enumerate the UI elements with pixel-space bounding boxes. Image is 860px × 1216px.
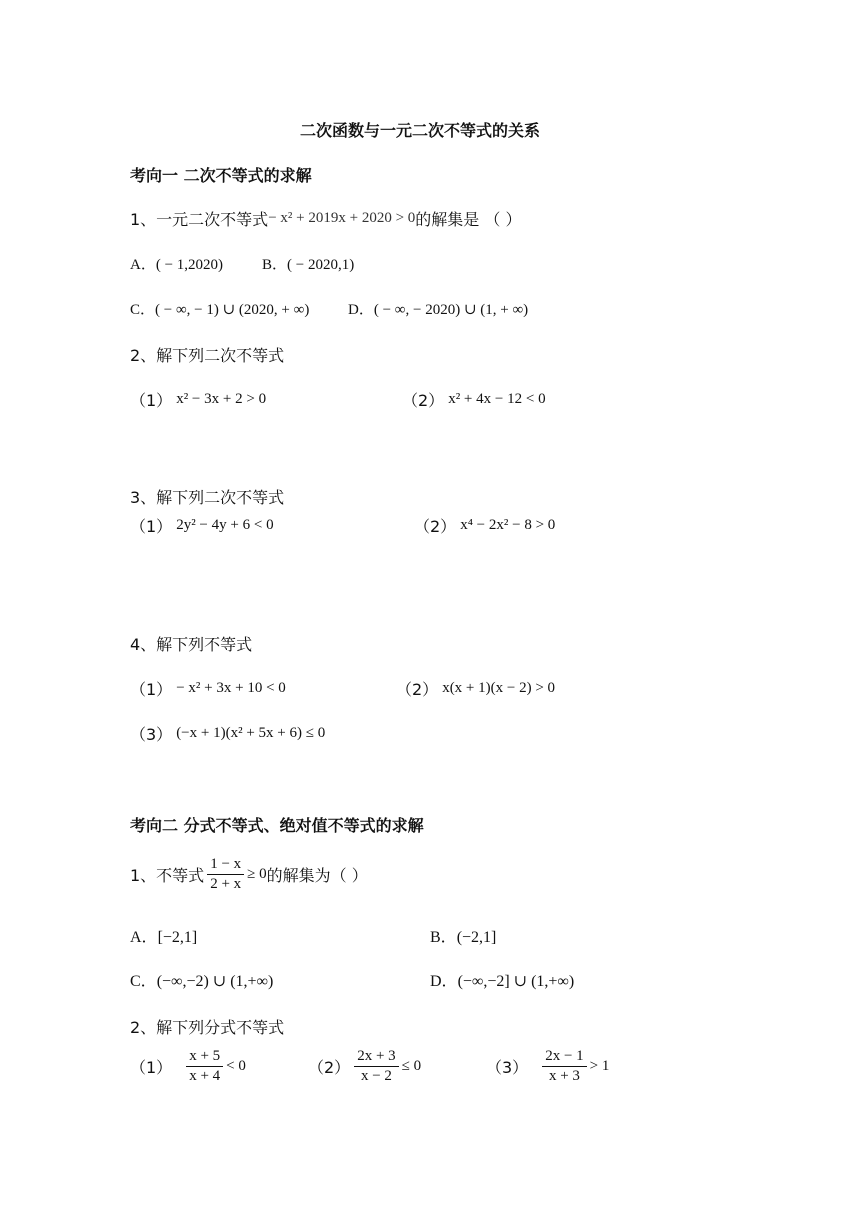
option-value: ( − ∞, − 2020) ∪ (1, + ∞) <box>373 302 529 318</box>
option-value: ( − 2020,1) <box>287 257 355 273</box>
question-1-4-item-2 <box>396 677 555 700</box>
option-a <box>130 924 197 947</box>
fraction-numerator: 2x + 3 <box>354 1048 398 1067</box>
fraction-tail: > 1 <box>589 1058 610 1074</box>
option-d <box>430 968 574 991</box>
option-label: B． <box>262 257 288 273</box>
question-1-2-item-1 <box>130 388 266 411</box>
question-stem-suffix: 的解集为（ ） <box>266 866 368 885</box>
option-label: D． <box>348 302 374 318</box>
item-label: （2） <box>414 517 457 536</box>
option-value: [−2,1] <box>157 929 198 946</box>
fraction-numerator: 1 − x <box>207 856 244 875</box>
fraction-denominator: 2 + x <box>210 876 242 892</box>
item-label: （1） <box>130 391 173 410</box>
item-expression: x⁴ − 2x² − 8 > 0 <box>460 517 556 533</box>
option-b <box>430 924 496 947</box>
option-c <box>130 298 309 319</box>
fraction <box>354 1048 398 1085</box>
fraction-denominator: x + 4 <box>189 1068 221 1084</box>
option-a <box>130 253 223 274</box>
option-value: (−∞,−2) ∪ (1,+∞) <box>156 973 274 990</box>
option-label: A． <box>130 257 156 273</box>
question-1-3-item-1 <box>130 514 274 537</box>
item-label: （1） <box>130 517 173 536</box>
fraction <box>207 856 244 893</box>
item-label: （3） <box>486 1058 529 1077</box>
question-1-1 <box>130 207 521 230</box>
question-2-1 <box>130 856 368 893</box>
question-1-4-item-3 <box>130 722 325 745</box>
option-label: B． <box>430 929 457 946</box>
option-value: ( − 1,2020) <box>155 257 224 273</box>
option-value: ( − ∞, − 1) ∪ (2020, + ∞) <box>155 302 310 318</box>
item-label: （2） <box>402 391 445 410</box>
option-b <box>262 253 354 274</box>
option-value: (−2,1] <box>456 929 497 946</box>
question-1-4-stem: 4、解下列不等式 <box>130 635 253 654</box>
fraction-numerator: x + 5 <box>186 1048 223 1067</box>
fraction <box>542 1048 586 1085</box>
option-c <box>130 968 273 991</box>
item-expression: x² − 3x + 2 > 0 <box>176 391 267 407</box>
section-heading-1: 考向一 二次不等式的求解 <box>130 166 312 185</box>
question-2-2-item-2 <box>308 1048 421 1085</box>
fraction <box>186 1048 223 1085</box>
fraction-denominator: x + 3 <box>548 1068 580 1084</box>
item-expression: x² + 4x − 12 < 0 <box>448 391 546 407</box>
question-2-2-item-3 <box>486 1048 609 1085</box>
item-expression: 2y² − 4y + 6 < 0 <box>176 517 274 533</box>
page-title: 二次函数与一元二次不等式的关系 <box>300 121 541 140</box>
option-label: D． <box>430 973 458 990</box>
option-value: (−∞,−2] ∪ (1,+∞) <box>457 973 575 990</box>
question-stem-prefix: 1、不等式 <box>130 866 205 885</box>
fraction-numerator: 2x − 1 <box>542 1048 586 1067</box>
option-label: C． <box>130 302 156 318</box>
item-label: （1） <box>130 680 173 699</box>
item-expression: (−x + 1)(x² + 5x + 6) ≤ 0 <box>176 725 326 741</box>
fraction-denominator: x − 2 <box>360 1068 392 1084</box>
question-2-2-item-1 <box>130 1048 246 1085</box>
item-expression: − x² + 3x + 10 < 0 <box>176 680 286 696</box>
question-2-2-stem: 2、解下列分式不等式 <box>130 1018 285 1037</box>
question-expression: − x² + 2019x + 2020 > 0 <box>268 210 416 226</box>
item-label: （2） <box>308 1058 351 1077</box>
section-heading-2: 考向二 分式不等式、绝对值不等式的求解 <box>130 816 424 835</box>
question-1-2-item-2 <box>402 388 546 411</box>
item-label: （3） <box>130 725 173 744</box>
question-1-3-item-2 <box>414 514 555 537</box>
item-label: （1） <box>130 1058 173 1077</box>
fraction-tail: ≥ 0 <box>247 866 267 882</box>
fraction-tail: ≤ 0 <box>401 1058 422 1074</box>
option-label: C． <box>130 973 157 990</box>
item-expression: x(x + 1)(x − 2) > 0 <box>442 680 556 696</box>
fraction-tail: < 0 <box>226 1058 246 1074</box>
option-d <box>348 298 528 319</box>
option-label: A． <box>130 929 158 946</box>
question-1-3-stem: 3、解下列二次不等式 <box>130 488 285 507</box>
item-label: （2） <box>396 680 439 699</box>
question-1-4-item-1 <box>130 677 286 700</box>
question-stem-suffix: 的解集是 （ ） <box>415 210 522 229</box>
question-stem-prefix: 1、一元二次不等式 <box>130 210 269 229</box>
question-1-2-stem: 2、解下列二次不等式 <box>130 346 285 365</box>
